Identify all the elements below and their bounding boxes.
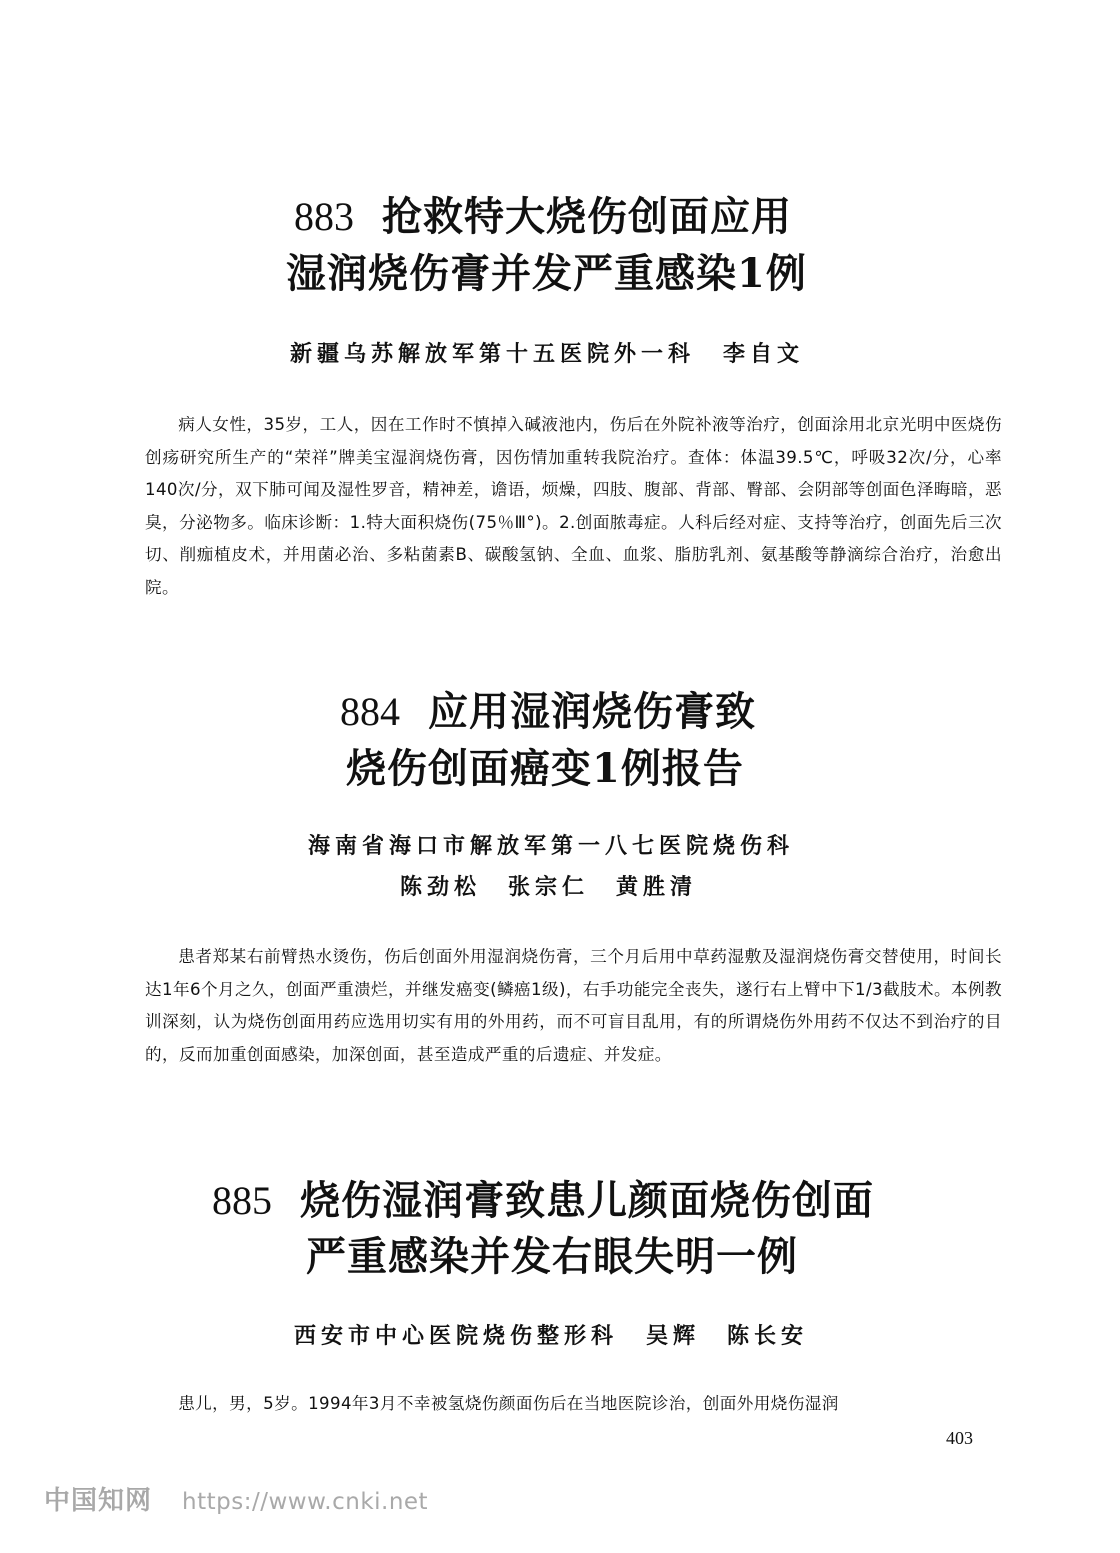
article-883-title-line-1 [294,193,792,241]
author-names: 李自文 [723,342,805,367]
article-884-authors: 陈劲松 张宗仁 黄胜清 [400,875,698,900]
article-title: 湿润烧伤膏并发严重感染1例 [286,250,807,297]
article-885-title-line-2 [306,1233,798,1281]
article-885-title-line-1 [212,1177,874,1225]
article-number: 883 [294,194,354,239]
article-title: 烧伤创面癌变1例报告 [346,745,744,792]
article-title: 抢救特大烧伤创面应用 [382,193,792,240]
article-number: 884 [340,689,400,734]
article-885-affiliation-line [294,1322,808,1352]
article-884-body: 患者郑某右前臂热水烫伤，伤后创面外用湿润烧伤膏，三个月后用中草药湿敷及湿润烧伤膏交替使用，时间长达1年6个月之久，创面严重溃烂，并继发癌变(鳞癌1级)，右手功能完全丧失，遂行右上臂中下1/3截肢术。本例教训深刻，认为烧伤创面用药应选用切实有用的外用药，而不可盲目乱用，有的所谓烧伤外用药不仅达不到治疗的目的，反而加重创面感染，加深创面，甚至造成严重的后遗症、并发症。 [145,947,1002,1064]
article-title: 应用湿润烧伤膏致 [428,688,756,735]
author-names: 吴辉 陈长安 [646,1324,809,1349]
cnki-logo: 中国知网 [44,1486,153,1516]
article-884-title-line-2 [346,745,744,793]
article-883-affiliation-line [290,340,804,370]
article-title: 烧伤湿润膏致患儿颜面烧伤创面 [300,1177,874,1224]
article-884-title-line-1 [340,688,756,736]
cnki-url: https://www.cnki.net [182,1489,429,1515]
article-title: 严重感染并发右眼失明一例 [306,1233,798,1280]
article-number: 885 [212,1178,272,1223]
affiliation: 西安市中心医院烧伤整形科 [294,1324,619,1349]
page-number: 403 [946,1428,973,1448]
article-883-title-line-2 [286,250,807,298]
article-883-body: 病人女性，35岁，工人，因在工作时不慎掉入碱液池内，伤后在外院补液等治疗，创面涂用北京光明中医烧伤创疡研究所生产的“荣祥”牌美宝湿润烧伤膏，因伤情加重转我院治疗。查体：体温39.5℃，呼吸32次/分，心率140次/分，双下肺可闻及湿性罗音，精神差，谵语，烦燥，四肢、腹部、背部、臀部、会阴部等创面色泽晦暗，恶臭，分泌物多。临床诊断：1.特大面积烧伤(75％Ⅲ°)。2.创面脓毒症。人科后经对症、支持等治疗，创面先后三次切、削痂植皮术，并用菌必治、多粘菌素B、碳酸氢钠、全血、血浆、脂肪乳剂、氨基酸等静滴综合治疗，治愈出院。 [145,415,1002,597]
cnki-watermark [44,1480,428,1517]
article-884-affiliation: 海南省海口市解放军第一八七医院烧伤科 [308,834,795,859]
article-885-body: 患儿，男，5岁。1994年3月不幸被氢烧伤颜面伤后在当地医院诊治，创面外用烧伤湿润 [178,1394,839,1413]
affiliation: 新疆乌苏解放军第十五医院外一科 [290,342,696,367]
